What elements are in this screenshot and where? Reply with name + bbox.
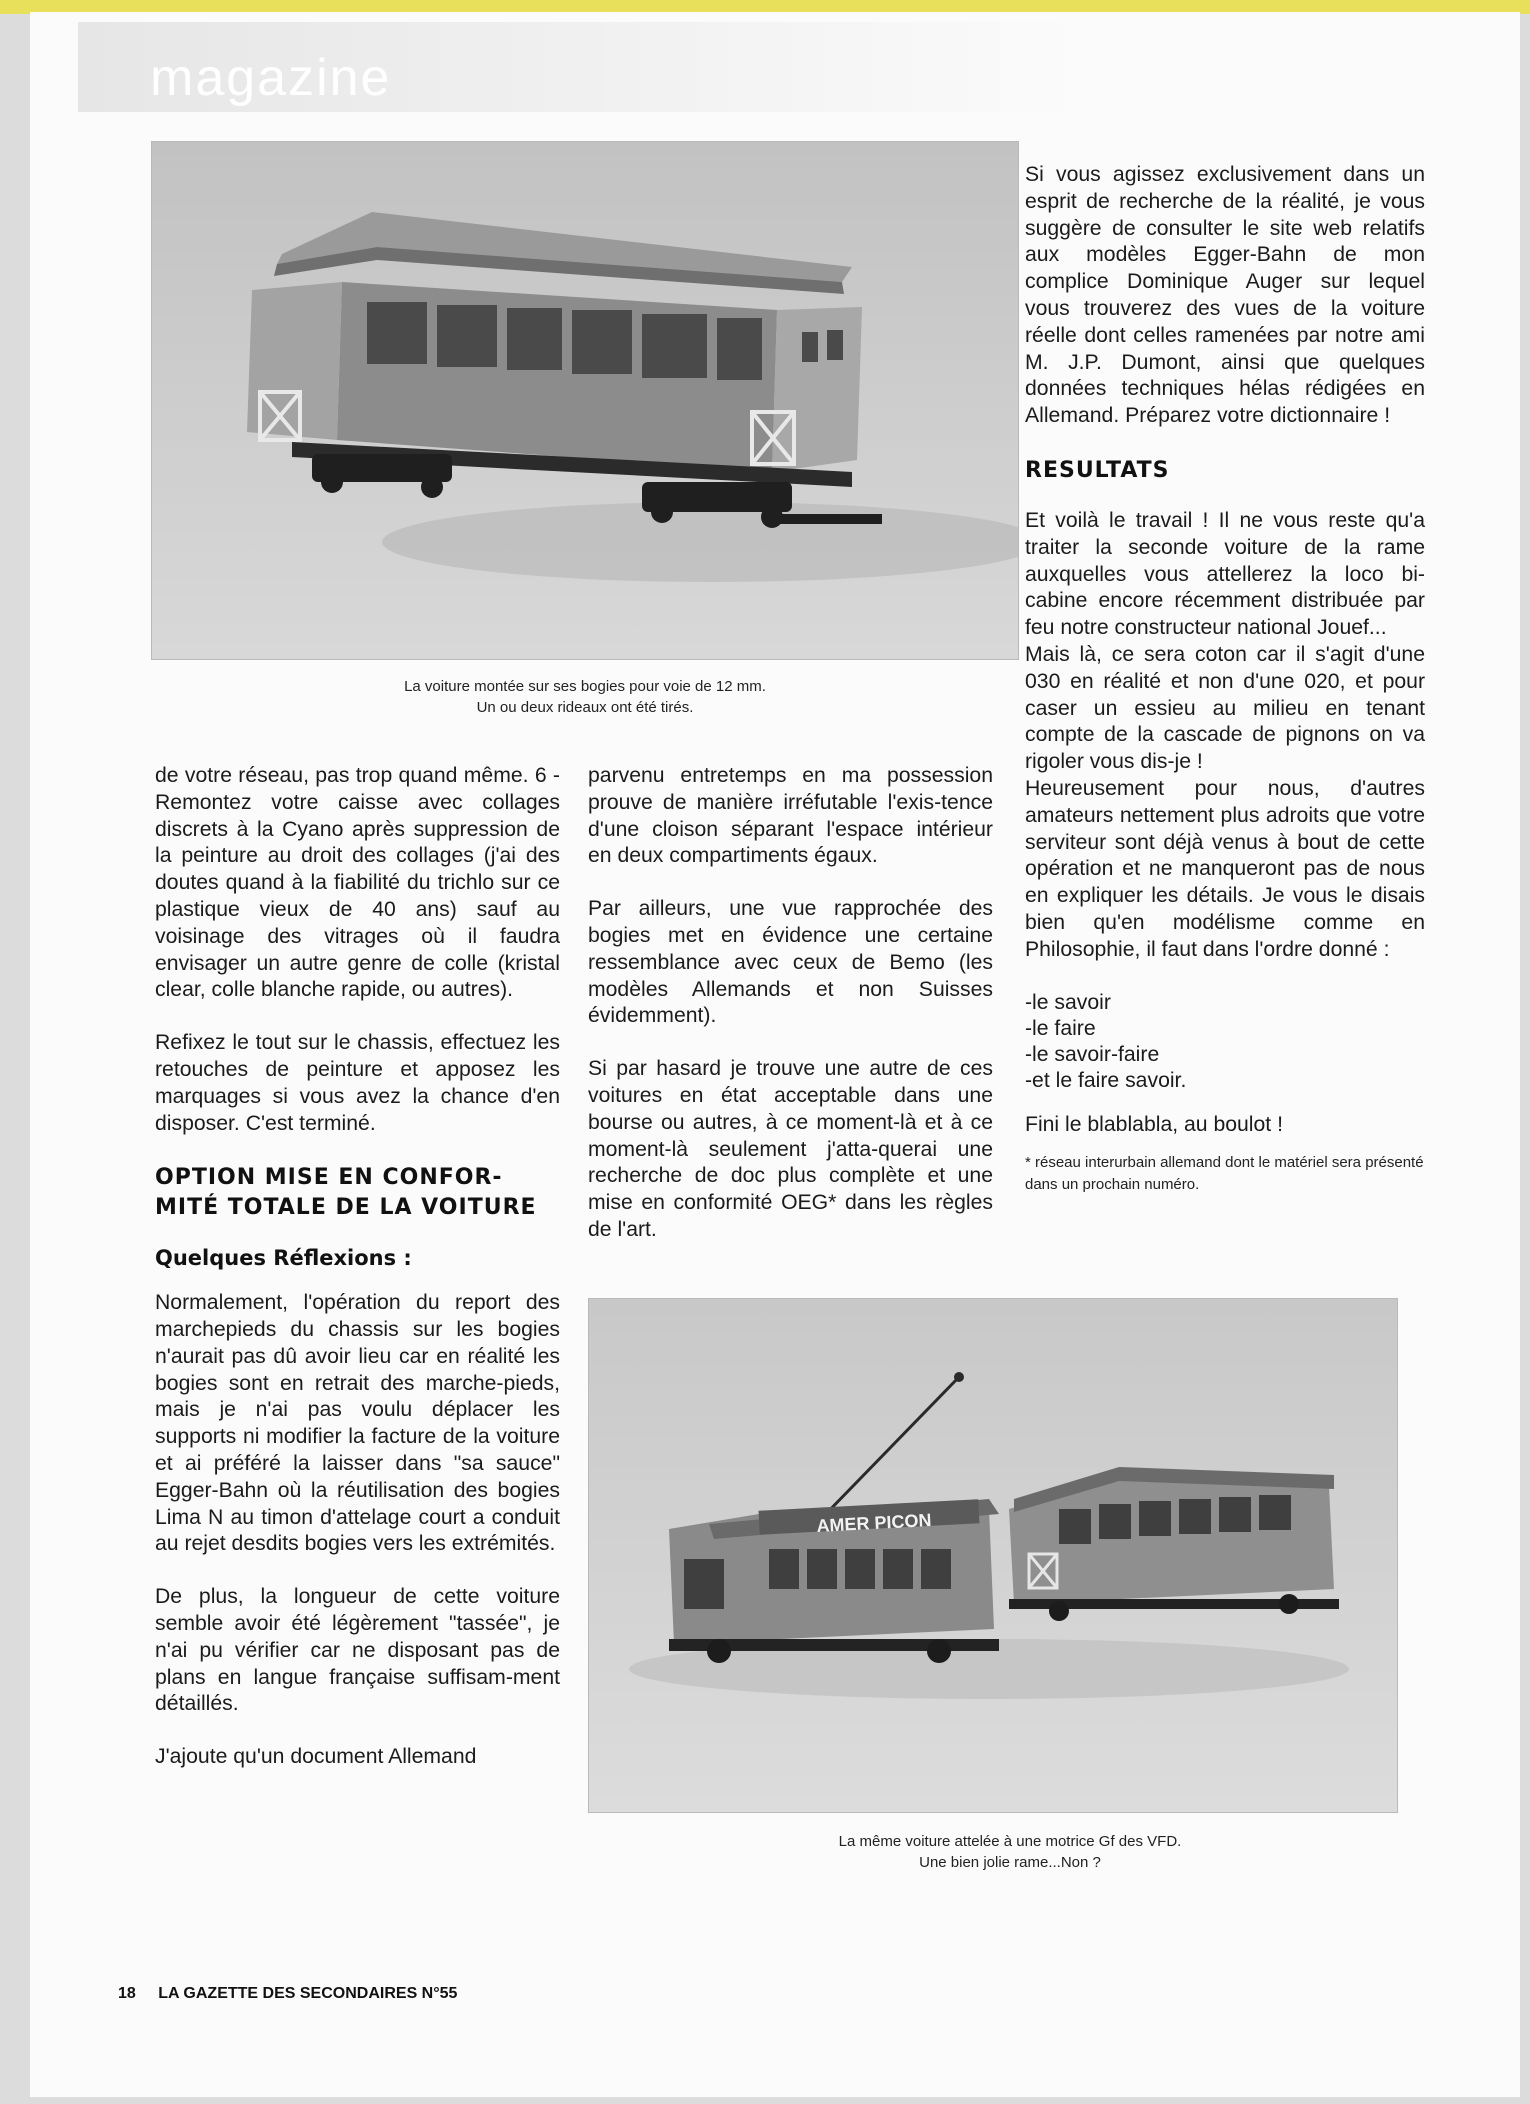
col1-subheading: Quelques Réflexions :: [155, 1246, 412, 1271]
column-left: [155, 763, 560, 1771]
section-label: magazine: [150, 49, 392, 107]
photo2-caption: [700, 1831, 1320, 1873]
col3-paragraph-5: Fini le blablabla, au boulot !: [1025, 1112, 1283, 1136]
col1-paragraph-4: De plus, la longueur de cette voiture semble avoir été légèrement "tassée", je n'ai pu vérifier car ne disposant pas de plans en langue française suffisam-ment détaillés.: [155, 1585, 560, 1716]
col3-list: [1025, 990, 1425, 1094]
section-banner: [78, 22, 1078, 112]
list-item: -et le faire savoir.: [1025, 1068, 1187, 1092]
list-item: -le savoir-faire: [1025, 1042, 1160, 1066]
col2-paragraph-3: Si par hasard je trouve une autre de ces voitures en état acceptable dans une bourse ou autres, à ce moment-là et à ce moment-là seulement j'atta-querai une recherche de doc plus complète et une mise en conformité OEG* dans les règles de l'art.: [588, 1057, 993, 1241]
col2-paragraph-1: parvenu entretemps en ma possession prouve de manière irréfutable l'exis-tence d'une cloison séparant l'espace intérieur en deux compartiments égaux.: [588, 764, 993, 868]
page-number: 18: [118, 1985, 136, 2002]
col1-heading-option: OPTION MISE EN CONFOR-MITÉ TOTALE DE LA VOITURE: [155, 1165, 537, 1221]
list-item: -le faire: [1025, 1016, 1096, 1040]
photo1-caption: [260, 676, 910, 718]
photo-tram-and-coach: [588, 1298, 1398, 1813]
list-item: -le savoir: [1025, 990, 1111, 1014]
col3-heading-resultats: RESULTATS: [1025, 457, 1170, 483]
photo2-caption-line2: Une bien jolie rame...Non ?: [919, 1854, 1101, 1871]
advert-sign-text: AMER PICON: [815, 1510, 932, 1536]
publication-name: LA GAZETTE DES SECONDAIRES N°55: [158, 1985, 458, 2002]
page-footer: [118, 1985, 475, 2003]
photo-coach-on-bogies: [151, 141, 1019, 660]
col3-paragraph-3: Mais là, ce sera coton car il s'agit d'une 030 en réalité et non d'une 020, et pour caser un essieu au milieu en tenant compte de la cascade de pignons on va rigoler vous dis-je !: [1025, 642, 1425, 774]
col3-paragraph-4: Heureusement pour nous, d'autres amateurs nettement plus adroits que votre serviteur sont déjà venus à bout de cette opération et ne manqueront pas de nous en expliquer les détails. Je vous le disais bien qu'en modélisme comme en Philosophie, il faut dans l'ordre donné :: [1025, 776, 1425, 961]
col1-paragraph-2: Refixez le tout sur le chassis, effectuez les retouches de peinture et apposez les marquages si vous avez la chance d'en disposer. C'est terminé.: [155, 1031, 560, 1135]
col3-paragraph-2: Et voilà le travail ! Il ne vous reste qu'a traiter la seconde voiture de la rame auxquelles vous attellerez la loco bi-cabine encore récemment distribuée par feu notre constructeur national Jouef...: [1025, 508, 1425, 640]
tram-illustration: [589, 1299, 1397, 1812]
photo2-caption-line1: La même voiture attelée à une motrice Gf des VFD.: [838, 1833, 1182, 1850]
photo1-caption-line2: Un ou deux rideaux ont été tirés.: [476, 699, 694, 716]
col1-paragraph-1: de votre réseau, pas trop quand même. 6 - Remontez votre caisse avec collages discrets à la Cyano après suppression de la peinture au droit des collages (j'ai des doutes quand à la fiabilité du trichlo sur ce plastique vieux de 40 ans) sauf au voisinage des vitrages où il faudra envisager un autre genre de colle (kristal clear, colle blanche rapide, ou autres).: [155, 764, 560, 1002]
column-right: [1025, 162, 1425, 1196]
column-middle: [588, 763, 993, 1244]
col1-paragraph-5: J'ajoute qu'un document Allemand: [155, 1745, 477, 1769]
photo1-caption-line1: La voiture montée sur ses bogies pour voie de 12 mm.: [404, 678, 766, 695]
col2-paragraph-2: Par ailleurs, une vue rapprochée des bogies met en évidence une certaine ressemblance avec ceux de Bemo (les modèles Allemands et non Suisses évidemment).: [588, 897, 993, 1028]
col1-paragraph-3: Normalement, l'opération du report des marchepieds du chassis sur les bogies n'aurait pas dû avoir lieu car en réalité les bogies sont en retrait des marche-pieds, mais je n'ai pas voulu déplacer les supports ni modifier la facture de la voiture et ai préféré la laisser dans "sa sauce" Egger-Bahn où la réutilisation des bogies Lima N au timon d'attelage court a conduit au rejet desdits bogies vers les extrémités.: [155, 1291, 560, 1556]
col3-paragraph-1: Si vous agissez exclusivement dans un esprit de recherche de la réalité, je vous suggère de consulter le site web relatifs aux modèles Egger-Bahn de mon complice Dominique Auger sur lequel vous trouverez des vues de la voiture réelle dont celles ramenées par notre ami M. J.P. Dumont, ainsi que quelques données techniques hélas rédigées en Allemand. Préparez votre dictionnaire !: [1025, 163, 1425, 428]
coach-illustration: [152, 142, 1018, 659]
col3-footnote: * réseau interurbain allemand dont le matériel sera présenté dans un prochain numéro.: [1025, 1154, 1424, 1194]
